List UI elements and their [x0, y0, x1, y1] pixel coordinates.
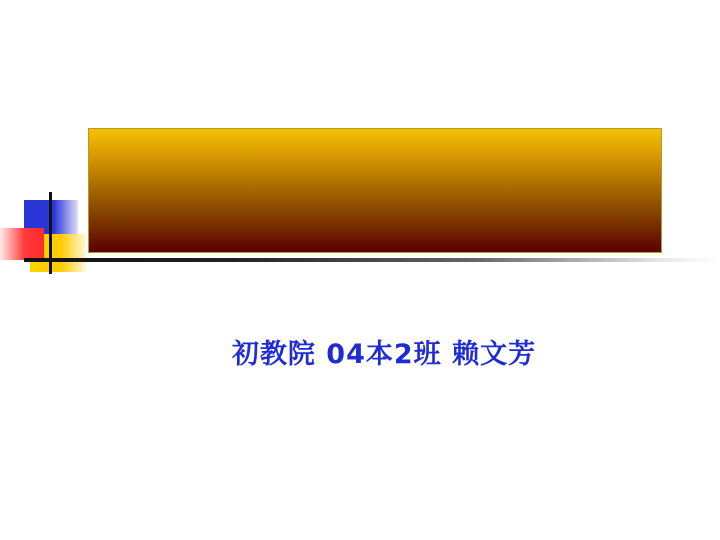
decorative-red-square	[0, 228, 44, 260]
title-placeholder-box	[88, 128, 662, 253]
decorative-vertical-line	[49, 192, 52, 274]
decorative-horizontal-line	[24, 258, 720, 262]
slide-subtitle: 初教院 04本2班 赖文芳	[231, 339, 537, 370]
